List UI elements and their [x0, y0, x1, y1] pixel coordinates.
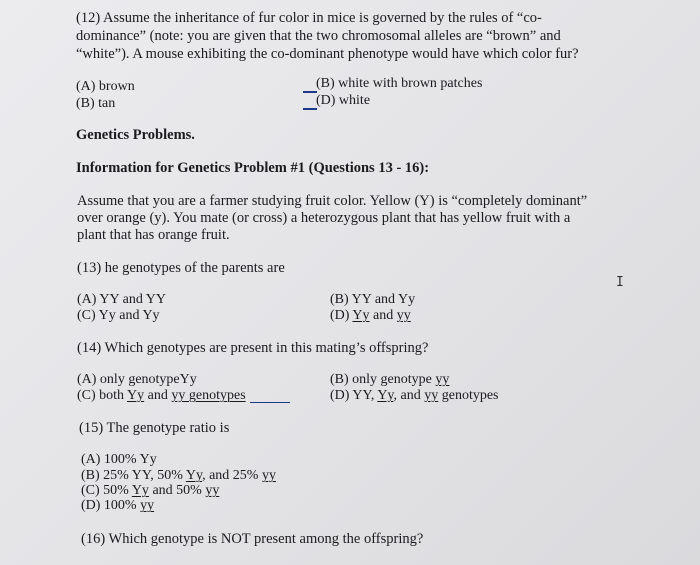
- info-title: Information for Genetics Problem #1 (Questions 13 - 16):: [76, 160, 430, 176]
- q13-option-d-term1: Yy: [352, 308, 370, 323]
- q13-option-b[interactable]: (B) YY and Yy: [330, 292, 416, 307]
- q14-option-c-underline-extension: [250, 402, 290, 403]
- q12-stem-line3: “white”). A mouse exhibiting the co-dominant phenotype would have which color fur?: [76, 46, 579, 62]
- q13-option-d-prefix: (D): [330, 308, 353, 323]
- q14-option-c[interactable]: [77, 388, 246, 404]
- q15-option-d-prefix: (D) 100%: [81, 498, 141, 513]
- q14-stem: (14) Which genotypes are present in this mating’s offspring?: [77, 340, 429, 356]
- q13-option-c[interactable]: (C) Yy and Yy: [77, 308, 160, 323]
- q15-option-d[interactable]: [81, 498, 154, 514]
- q15-option-a[interactable]: (A) 100% Yy: [81, 452, 157, 467]
- q14-option-d-suffix: genotypes: [438, 388, 499, 403]
- q15-option-d-term: yy: [140, 498, 155, 513]
- q13-stem: (13) he genotypes of the parents are: [77, 260, 285, 276]
- q12-answer-blank-b: [303, 91, 317, 93]
- q15-option-c-prefix: (C) 50%: [81, 483, 132, 498]
- q14-option-d-mid: , and: [393, 388, 425, 403]
- q12-stem-line1: (12) Assume the inheritance of fur color in mice is governed by the rules of “co-: [76, 10, 542, 26]
- intro-line1: Assume that you are a farmer studying fruit color. Yellow (Y) is “completely dominant”: [77, 193, 588, 209]
- q12-option-a[interactable]: (A) brown: [76, 79, 135, 94]
- q12-answer-blank-d: [303, 108, 317, 110]
- q14-option-d-prefix: (D) YY,: [330, 388, 378, 403]
- q15-option-b-term2: yy: [261, 468, 276, 483]
- q14-option-a[interactable]: (A) only genotypeYy: [77, 372, 197, 387]
- q15-option-c-term1: Yy: [131, 483, 149, 498]
- q14-option-c-term2: yy genotypes: [171, 388, 246, 403]
- text-cursor-icon: I: [616, 275, 624, 290]
- q13-option-d[interactable]: [330, 308, 411, 324]
- q14-option-d-term2: yy: [424, 388, 439, 403]
- intro-line2: over orange (y). You mate (or cross) a heterozygous plant that has yellow fruit with a: [77, 210, 571, 226]
- q15-option-b[interactable]: [81, 468, 276, 484]
- q13-option-a[interactable]: (A) YY and YY: [77, 292, 167, 307]
- section-title: Genetics Problems.: [76, 127, 195, 143]
- q12-stem-line2: dominance” (note: you are given that the two chromosomal alleles are “brown” and: [76, 28, 561, 44]
- q15-stem: (15) The genotype ratio is: [79, 420, 230, 436]
- q15-option-b-term1: Yy: [185, 468, 203, 483]
- q14-option-b[interactable]: [330, 372, 449, 388]
- intro-line3: plant that has orange fruit.: [77, 227, 230, 243]
- q15-option-c-mid: and 50%: [148, 483, 206, 498]
- q15-option-b-prefix: (B) 25% YY, 50%: [81, 468, 186, 483]
- q14-option-c-term1: Yy: [127, 388, 145, 403]
- q14-option-c-prefix: (C) both: [77, 388, 128, 403]
- q14-option-b-term: yy: [435, 372, 450, 387]
- q12-option-d[interactable]: (D) white: [316, 93, 371, 108]
- q14-option-d-term1: Yy: [377, 388, 394, 403]
- q13-option-d-term2: yy: [396, 308, 411, 323]
- q12-option-b-white-brown[interactable]: (B) white with brown patches: [316, 76, 483, 91]
- q14-option-d[interactable]: [330, 388, 499, 404]
- q15-option-b-mid: , and 25%: [202, 468, 262, 483]
- q15-option-c-term2: yy: [205, 483, 220, 498]
- q16-stem: (16) Which genotype is NOT present among the offspring?: [81, 531, 424, 547]
- q14-option-c-mid: and: [144, 388, 172, 403]
- q13-option-d-mid: and: [369, 308, 397, 323]
- q12-option-b-tan[interactable]: (B) tan: [76, 96, 116, 111]
- q14-option-b-prefix: (B) only genotype: [330, 372, 436, 387]
- q15-option-c[interactable]: [81, 483, 219, 499]
